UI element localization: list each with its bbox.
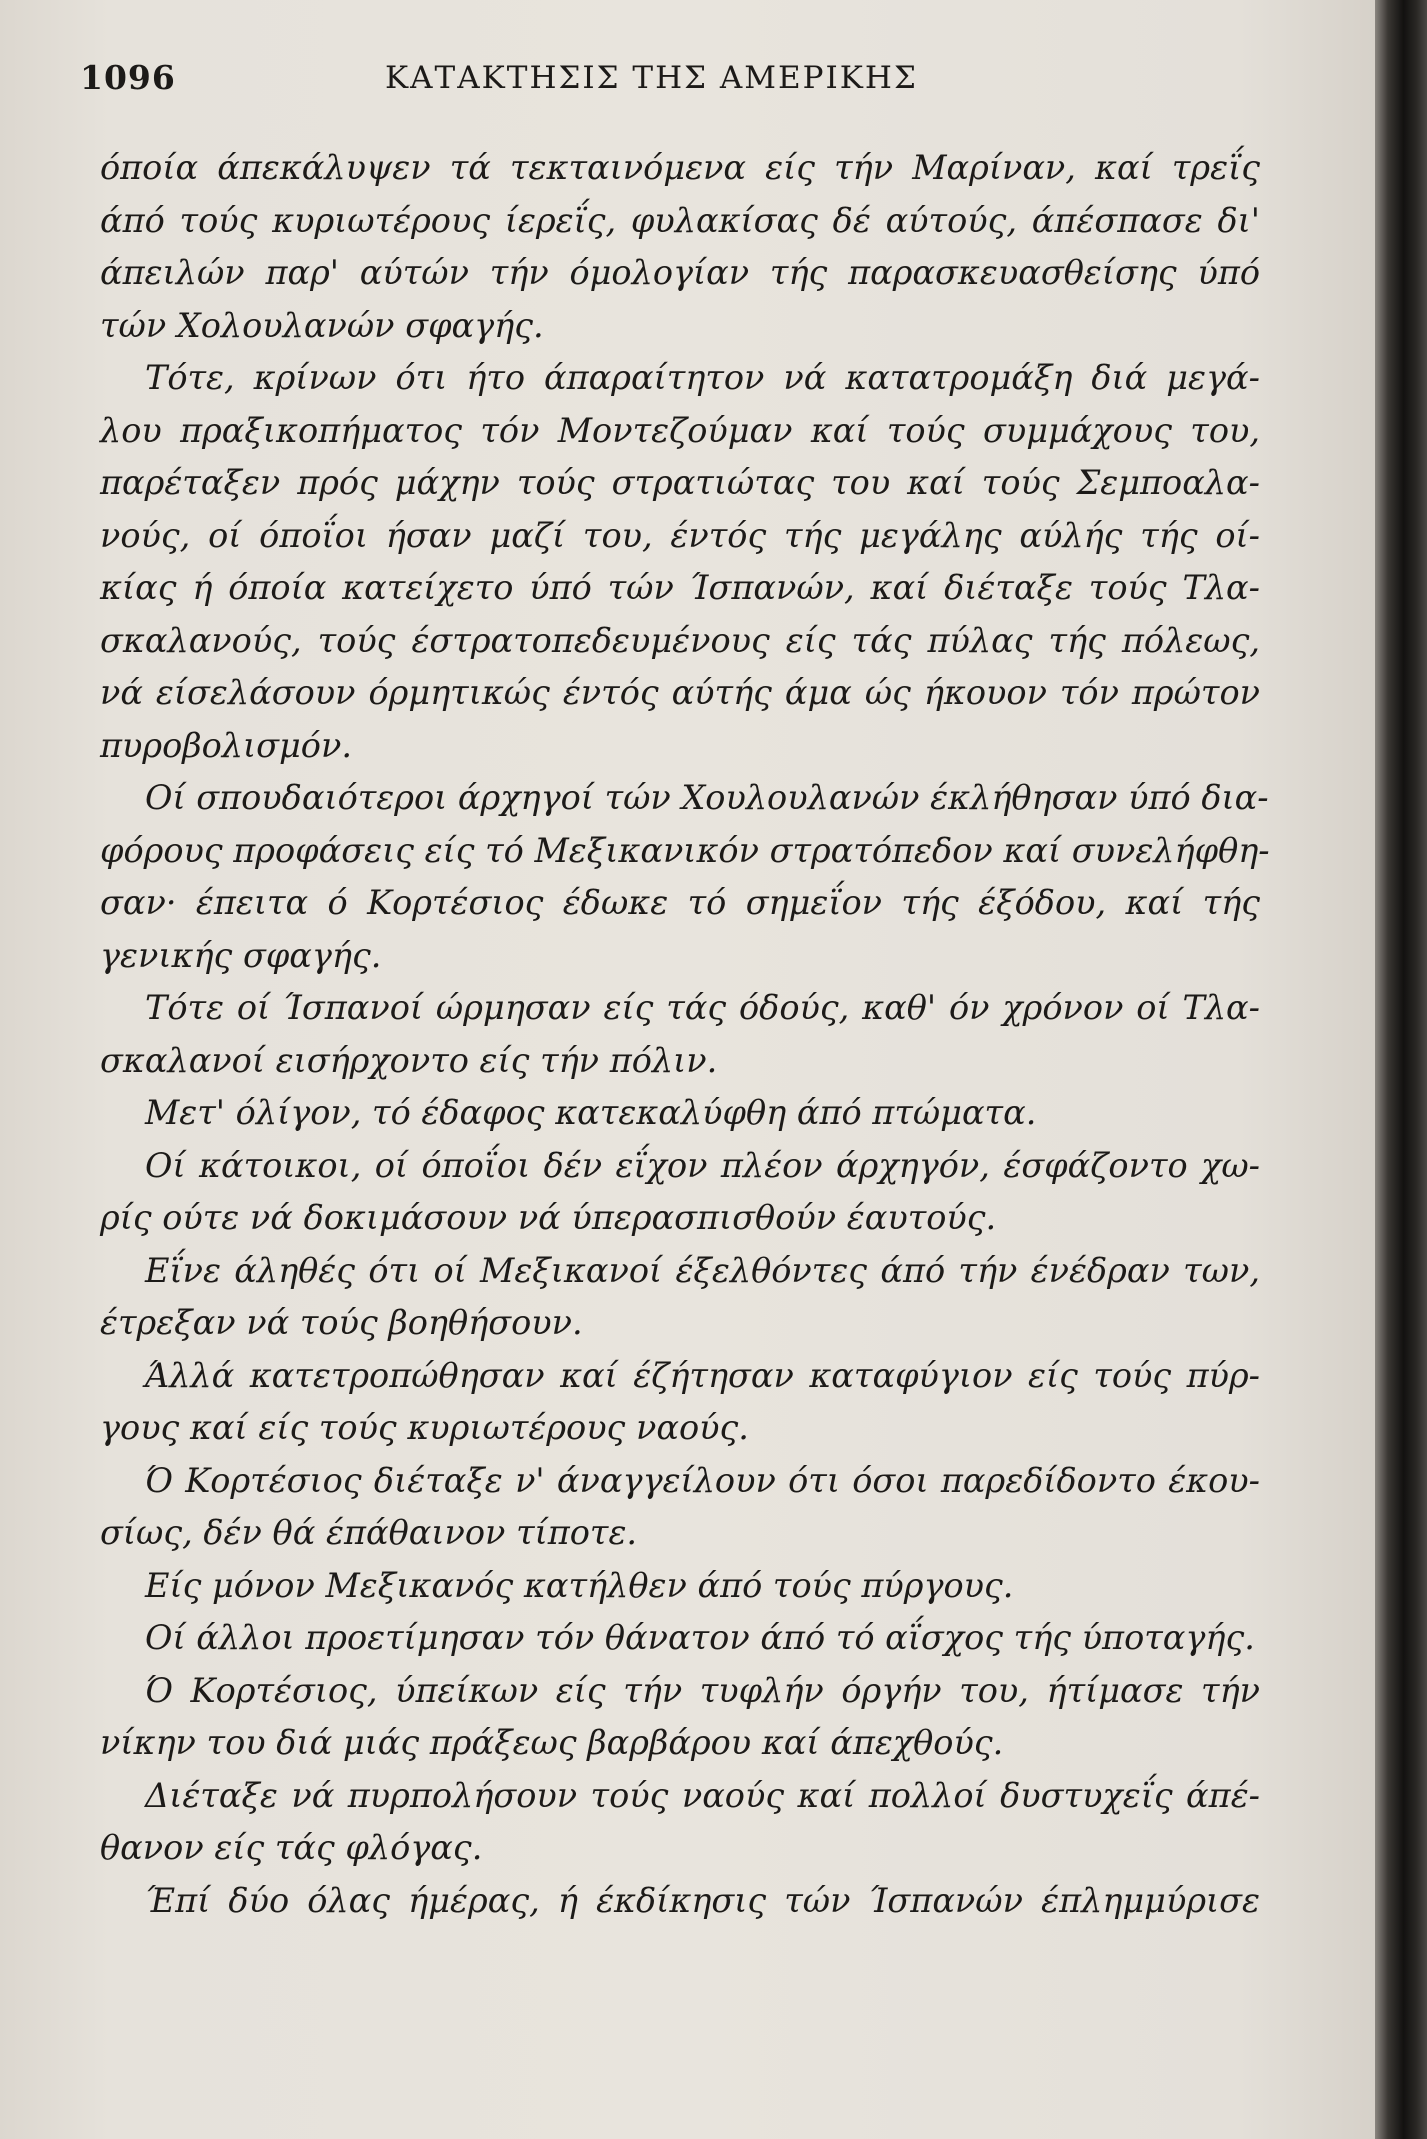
text-line: Έπί δύο όλας ήμέρας, ή έκδίκησις τών Ίσπανών έπλημμύρισε <box>145 1880 1260 1920</box>
text-line: κίας ή όποία κατείχετο ύπό τών Ίσπανών, καί διέταξε τούς Τλα- <box>100 568 1260 607</box>
text-line: Οί άλλοι προετίμησαν τόν θάνατον άπό τό αΐσχος τής ύποταγής. <box>145 1618 1255 1657</box>
text-line: σαν· έπειτα ό Κορτέσιος έδωκε τό σημεΐον τής έξόδου, καί τής <box>100 883 1260 922</box>
text-line: Διέταξε νά πυρπολήσουν τούς ναούς καί πολλοί δυστυχεΐς άπέ- <box>145 1775 1260 1815</box>
text-line: άπό τούς κυριωτέρους ίερεΐς, φυλακίσας δέ αύτούς, άπέσπασε δι' <box>100 200 1260 240</box>
body-text <box>100 142 1270 1927</box>
text-line: Άλλά κατετροπώθησαν καί έζήτησαν καταφύγιον είς τούς πύρ- <box>145 1355 1260 1395</box>
text-line: σκαλανοί εισήρχοντο είς τήν πόλιν. <box>100 1040 718 1080</box>
text-line: νά είσελάσουν όρμητικώς έντός αύτής άμα ώς ήκουον τόν πρώτον <box>100 673 1260 712</box>
text-line: έτρεξαν νά τούς βοηθήσουν. <box>100 1303 583 1342</box>
running-title: ΚΑΤΑΚΤΗΣΙΣ ΤΗΣ ΑΜΕΡΙΚΗΣ <box>385 60 918 96</box>
book-binding-edge <box>1375 0 1427 2139</box>
text-line: σίως, δέν θά έπάθαινον τίποτε. <box>100 1513 638 1552</box>
text-line: άπειλών παρ' αύτών τήν όμολογίαν τής παρασκευασθείσης ύπό <box>100 253 1260 292</box>
text-line: γους καί είς τούς κυριωτέρους ναούς. <box>100 1408 749 1447</box>
text-line: λου πραξικοπήματος τόν Μοντεζούμαν καί τούς συμμάχους του, <box>100 410 1260 450</box>
text-line: γενικής σφαγής. <box>100 935 382 975</box>
text-line: παρέταξεν πρός μάχην τούς στρατιώτας του καί τούς Σεμποαλα- <box>100 463 1260 502</box>
text-line: Μετ' όλίγον, τό έδαφος κατεκαλύφθη άπό πτώματα. <box>145 1093 1037 1132</box>
text-line: Είς μόνον Μεξικανός κατήλθεν άπό τούς πύργους. <box>145 1565 1014 1605</box>
text-line: θανον είς τάς φλόγας. <box>100 1828 483 1867</box>
page-header <box>80 58 1310 108</box>
text-line: Οί σπουδαιότεροι άρχηγοί τών Χουλουλανών έκλήθησαν ύπό δια- <box>145 778 1269 817</box>
text-line: Ό Κορτέσιος, ύπείκων είς τήν τυφλήν όργήν του, ήτίμασε τήν <box>145 1670 1260 1710</box>
page-number: 1096 <box>80 58 176 97</box>
text-line: τών Χολουλανών σφαγής. <box>100 305 544 345</box>
text-line: Τότε οί Ίσπανοί ώρμησαν είς τάς όδούς, καθ' όν χρόνον οί Τλα- <box>145 988 1260 1027</box>
text-line: σκαλανούς, τούς έστρατοπεδευμένους είς τάς πύλας τής πόλεως, <box>100 620 1260 660</box>
text-line: νίκην του διά μιάς πράξεως βαρβάρου καί άπεχθούς. <box>100 1723 1004 1762</box>
text-line: Ό Κορτέσιος διέταξε ν' άναγγείλουν ότι όσοι παρεδίδοντο έκου- <box>145 1460 1260 1500</box>
text-line: Οί κάτοικοι, οί όποΐοι δέν εΐχον πλέον άρχηγόν, έσφάζοντο χω- <box>145 1145 1260 1185</box>
text-line: Τότε, κρίνων ότι ήτο άπαραίτητον νά κατατρομάξη διά μεγά- <box>145 358 1260 397</box>
text-line: Εΐνε άληθές ότι οί Μεξικανοί έξελθόντες άπό τήν ένέδραν των, <box>145 1250 1260 1290</box>
text-line: νούς, οί όποΐοι ήσαν μαζί του, έντός τής μεγάλης αύλής τής οί- <box>100 515 1260 555</box>
text-line: ρίς ούτε νά δοκιμάσουν νά ύπερασπισθούν έαυτούς. <box>100 1198 997 1237</box>
text-line: φόρους προφάσεις είς τό Μεξικανικόν στρατόπεδον καί συνελήφθη- <box>100 830 1270 870</box>
text-line: πυροβολισμόν. <box>100 725 352 765</box>
text-line: όποία άπεκάλυψεν τά τεκταινόμενα είς τήν Μαρίναν, καί τρεΐς <box>100 148 1260 187</box>
